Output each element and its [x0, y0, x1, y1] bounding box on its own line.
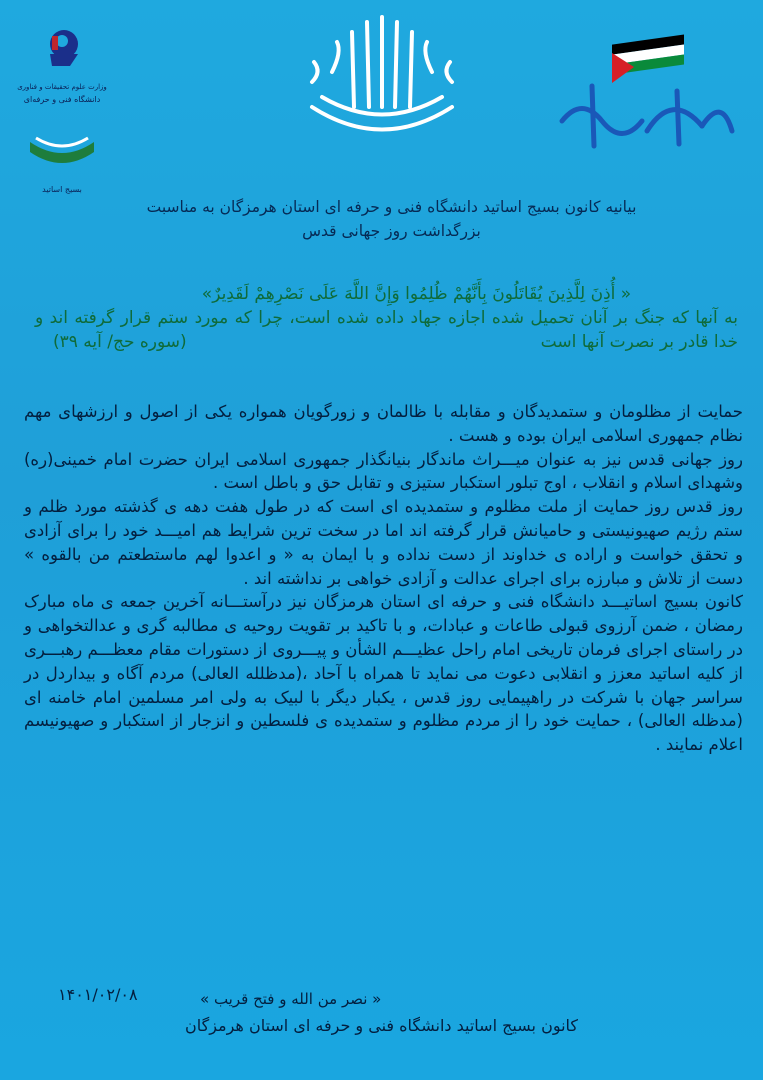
statement-body: [24, 400, 743, 757]
quds-day-logo: [552, 36, 737, 156]
university-logo: [17, 14, 107, 204]
statement-title: [60, 195, 723, 243]
quran-quote: [35, 282, 738, 354]
svg-text:بسیج اساتید: بسیج اساتید: [42, 185, 82, 194]
body-paragraph-3: روز قدس روز حمایت از ملت مظلوم و ستمدیده ای است که در طول هفت دهه ی گذشته مورد ظلم و ستم رژیم صهیونیستی و حامیانش قرار گرفته اند اما در سخت ترین شرایط هم امیـــد خود را برای آزادی و تحقق خواست و اراده ی خداوند از دست نداده و با ایمان به « و اعدوا لهم ماستطعتم من بالقوه » دست از تلاش و مبارزه برای اجرای عدالت و آزادی خواهی بر نداشته اند .: [24, 497, 743, 588]
palestine-flag-icon: [612, 34, 684, 83]
svg-text:دانشگاه فنی و حرفه‌ای: دانشگاه فنی و حرفه‌ای: [23, 95, 101, 104]
title-line-1: بیانیه کانون بسیج اساتید دانشگاه فنی و حرفه ای استان هرمزگان به مناسبت: [146, 198, 637, 216]
statement-date: ۱۴۰۱/۰۲/۰۸: [58, 985, 138, 1004]
quote-translation: به آنها که جنگ بر آنان تحمیل شده اجازه جهاد داده شده است، چرا که مورد ستم قرار گرفته اند و خدا قادر بر نصرت آنها است: [35, 308, 738, 352]
title-line-2: بزرگداشت روز جهانی قدس: [302, 222, 481, 240]
body-paragraph-1: حمایت از مظلومان و ستمدیدگان و مقابله با ظالمان و زورگویان همواره یکی از اصول و ارزشهای مهم نظام جمهوری اسلامی ایران بوده و هست .: [24, 402, 743, 445]
body-paragraph-4: کانون بسیج اساتیـــد دانشگاه فنی و حرفه ای استان هرمزگان نیز درآستـــانه آخرین جمعه ی ماه مبارک رمضان ، ضمن آرزوی قبولی طاعات و عبادات، و با تاکید بر تقویت روحیه ی مطالبه گری و عدالتخواهی و در راستای اجرای فرمان تاریخی امام راحل عظیـــم الشأن و پیـــروی از دستورات مقام معظـــم رهبـــری از کلیه اساتید معزز و انقلابی دعوت می نماید تا همراه با آحاد ،(مدظلله العالی) مردم آگاه و بیداردل در سراسر جهان با شرکت در راهپیمایی روز قدس ، یکبار دیگر با لبیک به ولی امر مسلمین امام خامنه ای (مدظله العالی) ، حمایت خود را از مردم مظلوم و ستمدیده ی فلسطین و انزجار از استکبار و صهیونیسم اعلام نمایند .: [24, 592, 743, 755]
quote-source: (سوره حج/ آیه ۳۹): [53, 332, 187, 352]
quote-verse: « أُذِنَ لِلَّذِینَ یُقَاتَلُونَ بِأَنَّهُمْ ظُلِمُوا وَإِنَّ اللَّهَ عَلَى نَصْرِهِمْ لَقَدِیرٌ»: [201, 284, 632, 304]
body-paragraph-2: روز جهانی قدس نیز به عنوان میـــراث ماندگار بنیانگذار جمهوری اسلامی ایران حضرت امام خمینی(ره) وشهدای اسلام و انقلاب ، اوج تبلور استکبار ستیزی و تقابل حق و باطل است .: [24, 449, 743, 493]
closing-phrase: « نصر من الله و فتح قریب »: [200, 990, 382, 1008]
svg-text:وزارت علوم تحقیقات و فناوری: وزارت علوم تحقیقات و فناوری: [17, 83, 107, 91]
signature-line: کانون بسیج اساتید دانشگاه فنی و حرفه ای استان هرمزگان: [184, 1016, 579, 1035]
bismillah-calligraphy: [292, 12, 472, 152]
